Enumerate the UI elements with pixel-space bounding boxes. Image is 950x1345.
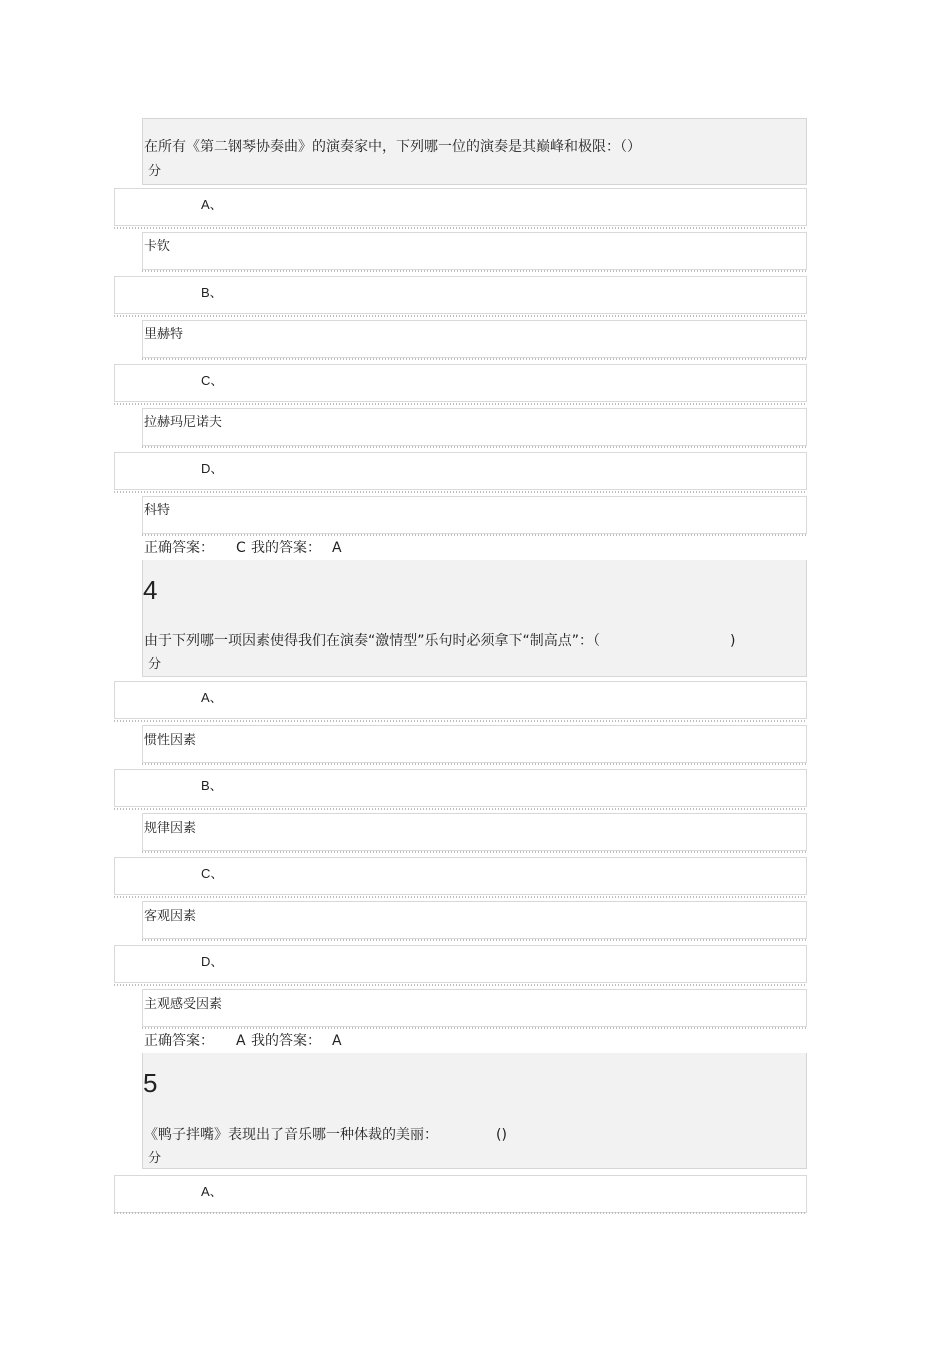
option-text: 主观感受因素 (144, 997, 223, 1012)
option-text-row (142, 408, 807, 446)
option-letter: C、 (201, 866, 224, 881)
divider (142, 851, 807, 853)
divider (142, 358, 807, 360)
my-answer-label: 我的答案： (251, 1033, 321, 1049)
my-answer-value: A (332, 1033, 342, 1049)
option-text-row (142, 725, 807, 763)
divider (142, 763, 807, 765)
divider (142, 534, 807, 536)
option-letter: A、 (201, 1184, 223, 1199)
option-text-row (142, 496, 807, 534)
divider (114, 491, 807, 493)
option-letter: C、 (201, 373, 224, 388)
divider (114, 227, 807, 229)
option-letter: A、 (201, 690, 223, 705)
option-letter: B、 (201, 778, 223, 793)
divider (114, 720, 807, 722)
divider (114, 984, 807, 986)
divider (114, 403, 807, 405)
option-text: 科特 (144, 503, 171, 518)
correct-answer-value: A (236, 1033, 246, 1049)
question-score-label: 分 (148, 657, 162, 672)
option-text-row (142, 901, 807, 939)
option-text-row (142, 813, 807, 851)
correct-answer-label: 正确答案： (144, 1033, 214, 1049)
divider (142, 1027, 807, 1029)
question-header (142, 1053, 807, 1169)
option-text-row (142, 989, 807, 1027)
question-text-tail: () (496, 1127, 507, 1143)
option-text: 客观因素 (144, 909, 197, 924)
option-letter: D、 (201, 954, 224, 969)
question-text: 在所有《第二钢琴协奏曲》的演奏家中，下列哪一位的演奏是其巅峰和极限：（） (144, 139, 641, 155)
question-score-label: 分 (148, 164, 162, 179)
question-number: 5 (143, 1068, 158, 1098)
divider (114, 808, 807, 810)
divider (114, 896, 807, 898)
option-letter: D、 (201, 461, 224, 476)
divider (114, 315, 807, 317)
my-answer-label: 我的答案： (251, 540, 321, 556)
question-header (142, 560, 807, 677)
my-answer-value: A (332, 540, 342, 556)
option-text: 卡钦 (144, 239, 171, 254)
option-letter: A、 (201, 197, 223, 212)
option-text-row (142, 320, 807, 358)
option-text: 里赫特 (144, 327, 184, 342)
correct-answer-label: 正确答案： (144, 540, 214, 556)
question-number: 4 (143, 575, 158, 605)
divider (142, 939, 807, 941)
question-text-tail: ) (730, 633, 736, 649)
option-text-row (142, 232, 807, 270)
option-text: 惯性因素 (144, 733, 197, 748)
question-score-label: 分 (148, 1151, 162, 1166)
correct-answer-value: C (236, 540, 246, 556)
option-text: 规律因素 (144, 821, 197, 836)
divider (142, 446, 807, 448)
question-text: 《鸭子拌嘴》表现出了音乐哪一种体裁的美丽： (144, 1127, 438, 1143)
option-text: 拉赫玛尼诺夫 (144, 415, 223, 430)
divider (114, 1212, 807, 1214)
option-letter: B、 (201, 285, 223, 300)
divider (142, 270, 807, 272)
question-text: 由于下列哪一项因素使得我们在演奏“激情型”乐句时必须拿下“制高点”：（ (144, 633, 601, 649)
